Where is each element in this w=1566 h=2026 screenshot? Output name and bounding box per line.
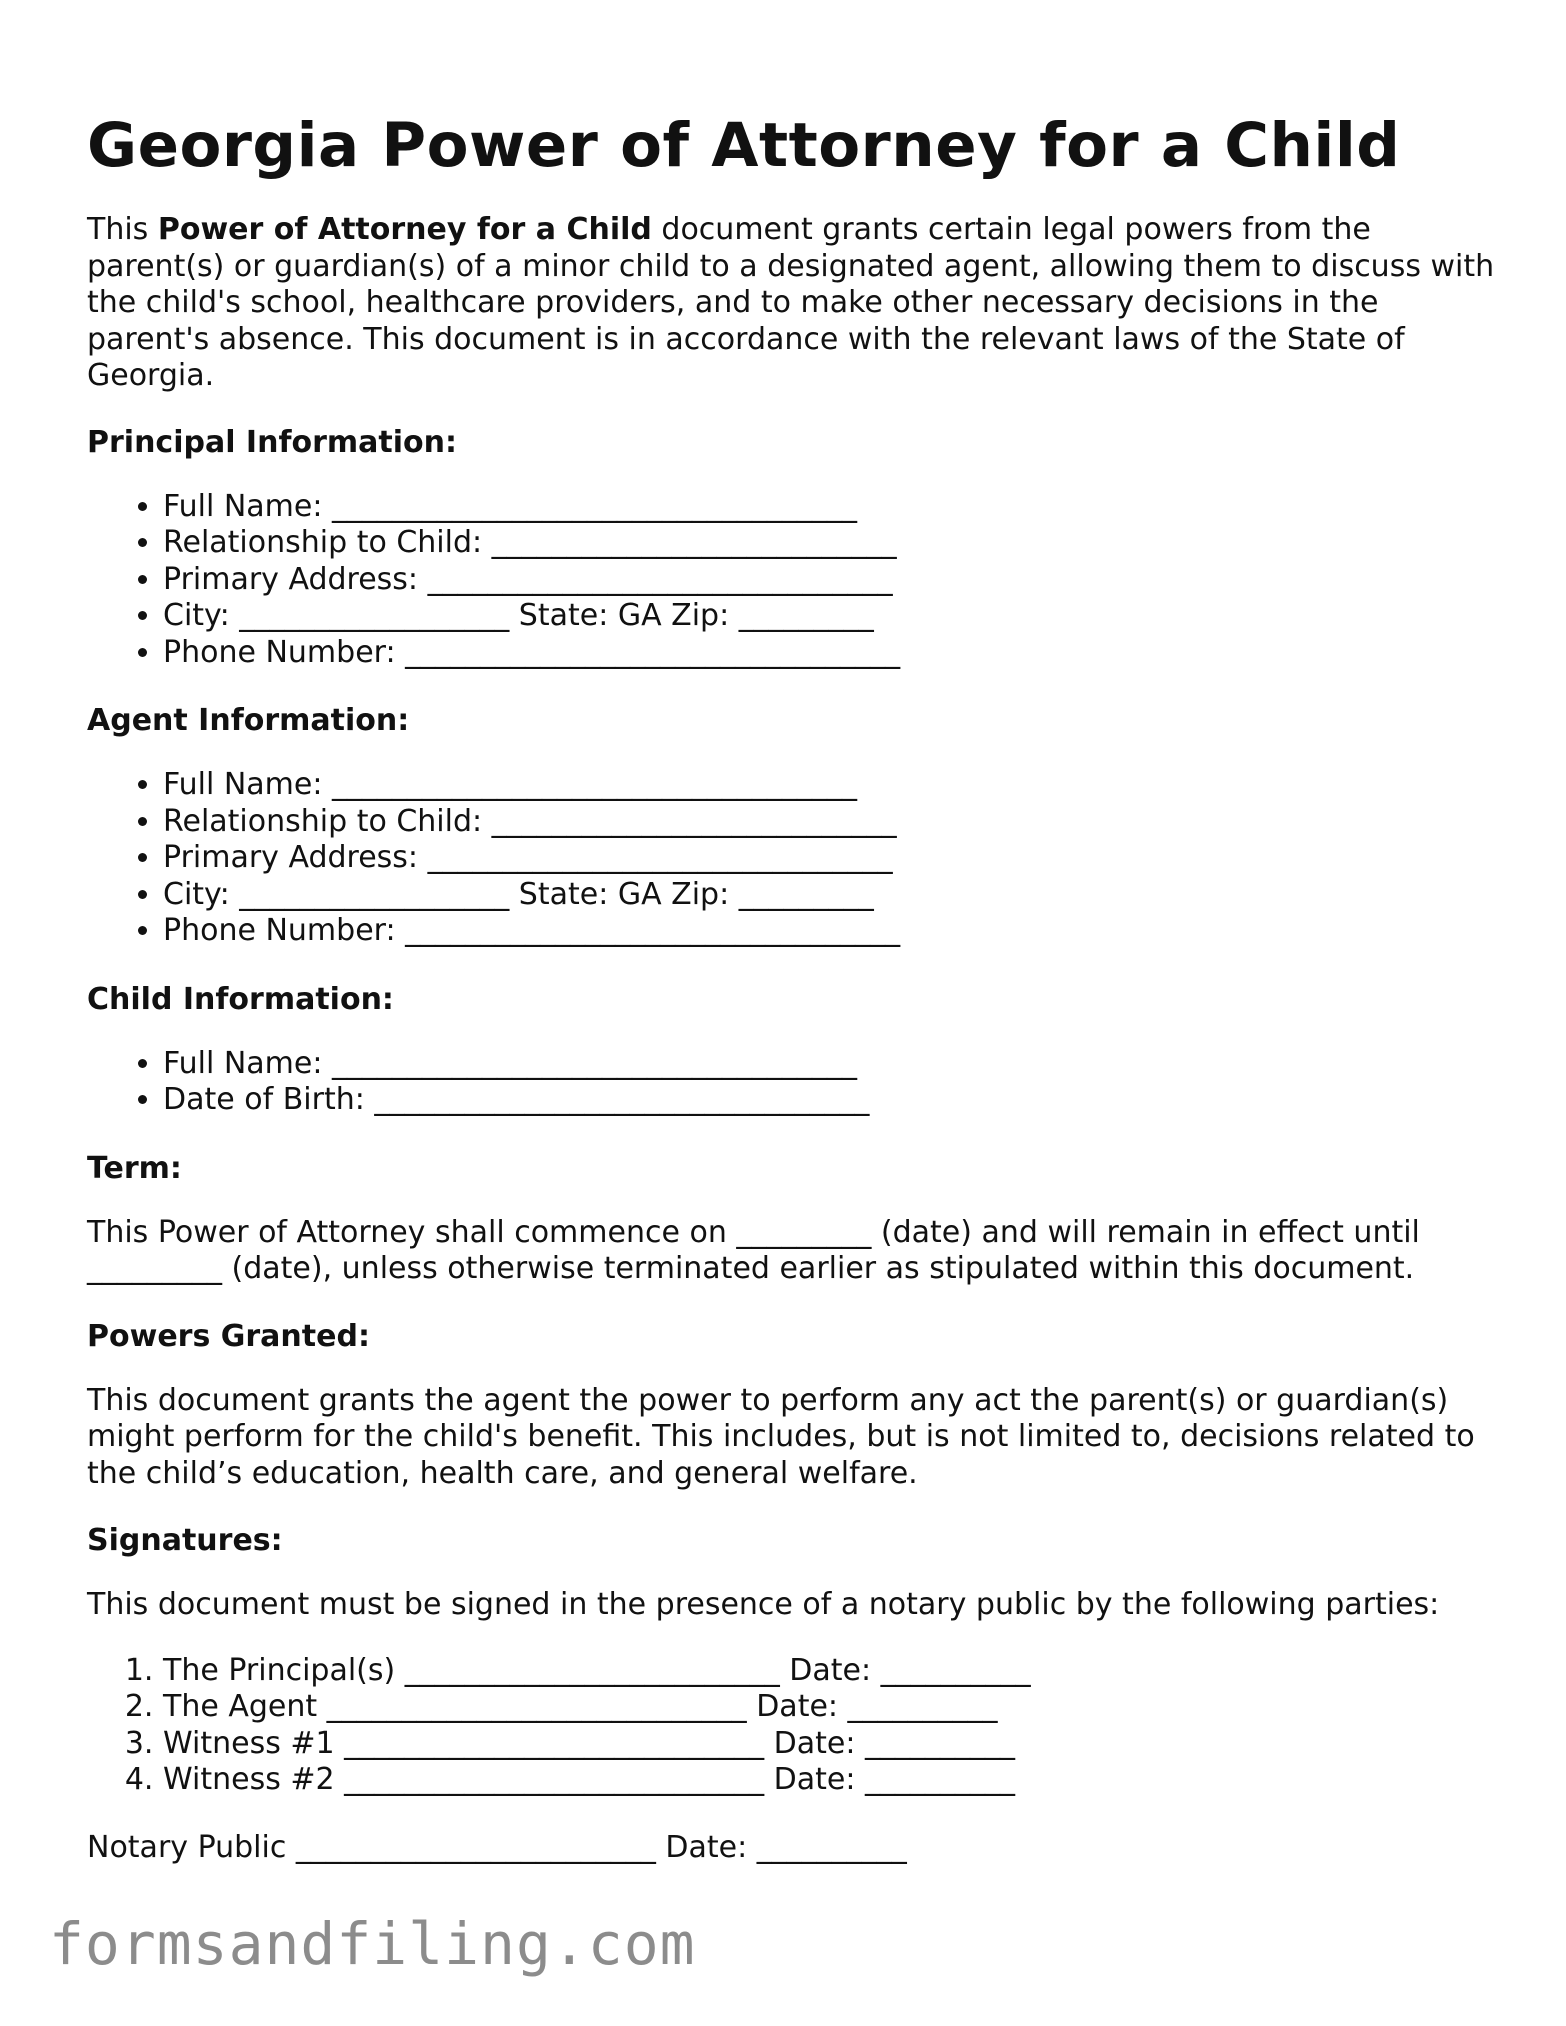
agent-phone-field[interactable]: • Phone Number: _________________________________ bbox=[163, 913, 1497, 950]
agent-address-field[interactable]: • Primary Address: _______________________________ bbox=[163, 840, 1497, 877]
agent-full-name-field[interactable]: • Full Name: ___________________________________ bbox=[163, 767, 1497, 804]
principal-full-name-field[interactable]: • Full Name: ___________________________________ bbox=[163, 489, 1497, 526]
child-heading: Child Information: bbox=[87, 981, 394, 1017]
principal-fields bbox=[87, 489, 1497, 672]
term-heading: Term: bbox=[87, 1150, 182, 1186]
agent-fields bbox=[87, 767, 1497, 950]
watermark-logo: formsandfiling.com bbox=[49, 1910, 696, 1978]
principal-heading: Principal Information: bbox=[87, 424, 458, 460]
principal-phone-field[interactable]: • Phone Number: _________________________________ bbox=[163, 635, 1497, 672]
powers-heading: Powers Granted: bbox=[87, 1318, 370, 1354]
document-page bbox=[87, 106, 1497, 1866]
signatures-paragraph: This document must be signed in the presence of a notary public by the following parties: bbox=[87, 1587, 1440, 1622]
intro-text-before: This bbox=[87, 212, 158, 247]
principal-relationship-field[interactable]: • Relationship to Child: ___________________________ bbox=[163, 525, 1497, 562]
powers-paragraph: This document grants the agent the power to perform any act the parent(s) or guardian(s) might perform for the child's benefit. This includes, but is not limited to, decisions related to the child’s education, health care, and general welfare. bbox=[87, 1382, 1475, 1491]
principal-address-field[interactable]: • Primary Address: _______________________________ bbox=[163, 562, 1497, 599]
agent-heading: Agent Information: bbox=[87, 703, 410, 738]
child-dob-field[interactable]: • Date of Birth: _________________________________ bbox=[163, 1082, 1497, 1119]
witness2-signature-line[interactable]: 4. Witness #2 ____________________________ Date: __________ bbox=[163, 1762, 1497, 1799]
signatures-heading: Signatures: bbox=[87, 1523, 283, 1558]
intro-text-after: document grants certain legal powers from the parent(s) or guardian(s) of a minor child to a designated agent, allowing them to discuss with the child's school, healthcare providers, and to make other necessary decisions in the parent's absence. This document is in accordance with the relevant laws of the State of Georgia. bbox=[87, 212, 1495, 393]
child-full-name-field[interactable]: • Full Name: ___________________________________ bbox=[163, 1046, 1497, 1083]
principal-city-state-zip-field[interactable]: • City: __________________ State: GA Zip: _________ bbox=[163, 598, 1497, 635]
page-title: Georgia Power of Attorney for a Child bbox=[87, 110, 1401, 181]
agent-relationship-field[interactable]: • Relationship to Child: ___________________________ bbox=[163, 804, 1497, 841]
child-fields bbox=[87, 1046, 1497, 1119]
signature-list bbox=[87, 1653, 1497, 1799]
intro-bold-term: Power of Attorney for a Child bbox=[157, 212, 652, 247]
principal-signature-line[interactable]: 1. The Principal(s) _________________________ Date: __________ bbox=[163, 1653, 1497, 1690]
agent-city-state-zip-field[interactable]: • City: __________________ State: GA Zip: _________ bbox=[163, 877, 1497, 914]
notary-signature-line[interactable]: Notary Public ________________________ Date: __________ bbox=[87, 1829, 907, 1865]
term-paragraph: This Power of Attorney shall commence on _________ (date) and will remain in effect until _________ (date), unless otherwise terminated earlier as stipulated within this document. bbox=[87, 1214, 1420, 1286]
witness1-signature-line[interactable]: 3. Witness #1 ____________________________ Date: __________ bbox=[163, 1726, 1497, 1763]
agent-signature-line[interactable]: 2. The Agent ____________________________ Date: __________ bbox=[163, 1689, 1497, 1726]
intro-paragraph bbox=[87, 212, 1497, 395]
